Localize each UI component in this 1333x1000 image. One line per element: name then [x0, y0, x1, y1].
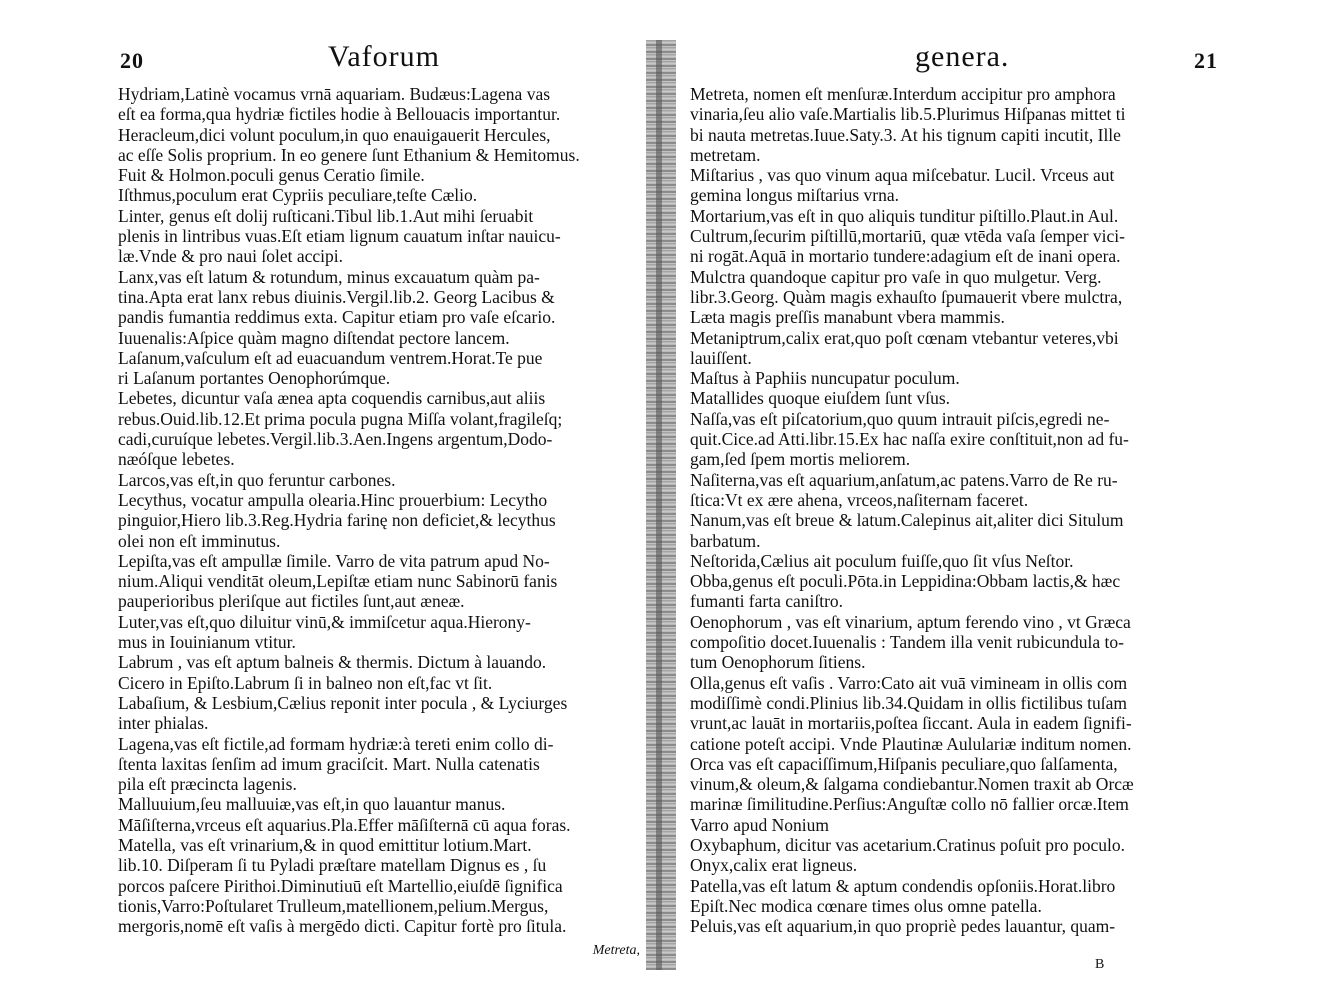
text-line: cadi,curuíque lebetes.Vergil.lib.3.Aen.Ingens argentum,Dodo-: [118, 429, 553, 450]
text-line: Oxybaphum, dicitur vas acetarium.Cratinus poſuit pro poculo.: [690, 834, 1125, 855]
text-line: Heracleum,dici volunt poculum,in quo enauigauerit Hercules,: [118, 124, 551, 145]
text-line: mus in Iouinianum vtitur.: [118, 632, 296, 653]
left-page: [118, 0, 640, 1000]
right-page: [690, 0, 1218, 1000]
text-line: modiſſimè condi.Plinius lib.34.Quidam in ollis fictilibus tuſam: [690, 692, 1128, 713]
text-line: ri Laſanum portantes Oenophorúmque.: [118, 368, 391, 389]
text-line: olei non eſt imminutus.: [118, 530, 281, 551]
right-signature-mark: B: [1095, 957, 1105, 972]
text-line: mergoris,nomē eſt vaſis à mergēdo dicti. Capitur fortè pro ſitula.: [118, 916, 567, 937]
text-line: inter phialas.: [118, 713, 209, 734]
text-line: tionis,Varro:Poſtularet Trulleum,matellionem,pelium.Mergus,: [118, 895, 549, 916]
text-line: vrunt,ac lauāt in mortariis,poſtea ſiccant. Aula in eadem ſignifi-: [690, 713, 1132, 734]
text-line: bi nauta metretas.Iuue.Saty.3. At his tignum capiti incutit, Ille: [690, 124, 1121, 145]
text-line: metretam.: [690, 144, 761, 165]
text-line: compoſitio docet.Iuuenalis : Tandem illa venit rubicundula to-: [690, 632, 1124, 653]
left-catchword: Metreta,: [592, 943, 640, 958]
text-line: rebus.Ouid.lib.12.Et prima pocula pugna Miſſa volant,fragileſq;: [118, 408, 563, 429]
text-line: Naſiterna,vas eſt aquarium,anſatum,ac patens.Varro de Re ru-: [690, 469, 1118, 490]
text-line: Matella, vas eſt vrinarium,& in quod emittitur lotium.Mart.: [118, 834, 532, 855]
text-line: tum Oenophorum ſitiens.: [690, 652, 866, 673]
text-line: quit.Cice.ad Atti.libr.15.Ex hac naſſa exire conſtituit,non ad fu-: [690, 429, 1129, 450]
text-line: Iuuenalis:Aſpice quàm magno diſtendat pectore lancem.: [118, 327, 510, 348]
text-line: Hydriam,Latinè vocamus vrnā aquariam. Budæus:Lagena vas: [118, 84, 551, 104]
text-line: Orca vas eſt capaciſſimum,Hiſpanis peculiare,quo ſalſamenta,: [690, 753, 1118, 774]
text-line: Linter, genus eſt dolij ruſticani.Tibul lib.1.Aut mihi ſeruabit: [118, 205, 534, 226]
text-line: pandis fumantia reddimus exta. Capitur etiam pro vaſe eſcario.: [118, 307, 556, 328]
text-line: Lebetes, dicuntur vaſa ænea apta coquendis carnibus,aut aliis: [118, 388, 546, 409]
text-line: Lecythus, vocatur ampulla olearia.Hinc prouerbium: Lecytho: [118, 489, 548, 510]
text-line: Iſthmus,poculum erat Cypriis peculiare,teſte Cælio.: [118, 185, 478, 206]
text-line: Matallides quoque eiuſdem ſunt vſus.: [690, 388, 951, 409]
text-line: Māſiſterna,vrceus eſt aquarius.Pla.Effer māſiſternā cū aqua foras.: [118, 814, 571, 835]
text-line: Epiſt.Nec modica cœnare times olus omne patella.: [690, 895, 1042, 916]
left-text-block: [118, 84, 640, 936]
text-line: Metaniptrum,calix erat,quo poſt cœnam vtebantur veteres,vbi: [690, 327, 1119, 348]
text-line: Naſſa,vas eſt piſcatorium,quo quum intrauit piſcis,egredi ne-: [690, 408, 1110, 429]
text-line: marinæ ſimilitudine.Perſius:Anguſtæ collo nō fallier orcæ.Item: [690, 794, 1129, 815]
text-line: Cicero in Epiſto.Labrum ſi in balneo non eſt,fac vt ſit.: [118, 672, 493, 693]
text-line: Labrum , vas eſt aptum balneis & thermis. Dictum à lauando.: [118, 652, 547, 673]
text-line: Laſanum,vaſculum eſt ad euacuandum ventrem.Horat.Te pue: [118, 347, 543, 368]
text-line: barbatum.: [690, 530, 761, 551]
text-line: pinguior,Hiero lib.3.Reg.Hydria farinę non deficiet,& lecythus: [118, 510, 556, 531]
text-line: catione poteſt accipi. Vnde Plautinæ Aululariæ inditum nomen.: [690, 733, 1132, 754]
text-line: Fuit & Holmon.poculi genus Ceratio ſimile.: [118, 165, 425, 186]
text-line: Larcos,vas eſt,in quo feruntur carbones.: [118, 469, 396, 490]
text-line: pauperioribus pleriſque aut fictiles ſunt,aut æneæ.: [118, 591, 465, 612]
text-line: eſt ea forma,qua hydriæ fictiles hodie à Bellouacis importantur.: [118, 104, 561, 125]
book-gutter: [646, 40, 676, 970]
text-line: næóſque lebetes.: [118, 449, 235, 470]
right-running-head: [690, 40, 1218, 80]
text-line: lib.10. Diſperam ſi tu Pyladi præſtare matellam Dignus es , ſu: [118, 855, 547, 876]
text-line: Oenophorum , vas eſt vinarium, aptum ferendo vino , vt Græca: [690, 611, 1131, 632]
text-line: nium.Aliqui venditāt oleum,Lepiſtæ etiam nunc Sabinorū fanis: [118, 571, 558, 592]
text-line: Peluis,vas eſt aquarium,in quo propriè pedes lauantur, quam-: [690, 916, 1116, 937]
text-line: Olla,genus eſt vaſis . Varro:Cato ait vuā vimineam in ollis com: [690, 672, 1128, 693]
text-line: libr.3.Georg. Quàm magis exhauſto ſpumauerit vbere mulctra,: [690, 286, 1123, 307]
right-text-block: [690, 84, 1218, 936]
text-line: læ.Vnde & pro naui ſolet accipi.: [118, 246, 344, 267]
text-line: Metreta, nomen eſt menſuræ.Interdum accipitur pro amphora: [690, 84, 1116, 104]
text-line: lauiſſent.: [690, 347, 752, 368]
text-line: Mortarium,vas eſt in quo aliquis tunditur piſtillo.Plaut.in Aul.: [690, 205, 1119, 226]
text-line: Maſtus à Paphiis nuncupatur poculum.: [690, 368, 960, 389]
text-line: Malluuium,ſeu malluuiæ,vas eſt,in quo lauantur manus.: [118, 794, 506, 815]
text-line: porcos paſcere Pirithoi.Diminutiuū eſt Martellio,eiuſdē ſignifica: [118, 875, 563, 896]
left-running-head: [118, 40, 640, 80]
text-line: ſtica:Vt ex ære ahena, vrceos,naſiternam faceret.: [690, 489, 1029, 510]
text-line: Onyx,calix erat ligneus.: [690, 855, 858, 876]
text-line: Patella,vas eſt latum & aptum condendis opſoniis.Horat.libro: [690, 875, 1116, 896]
text-line: Cultrum,ſecurim piſtillū,mortariū, quæ vtēda vaſa ſemper vici-: [690, 226, 1125, 247]
text-line: ac eſſe Solis proprium. In eo genere ſunt Ethanium & Hemitomus.: [118, 144, 580, 165]
text-line: Læta magis preſſis manabunt vbera mammis.: [690, 307, 1005, 328]
right-running-title: genera.: [915, 40, 1010, 73]
text-line: vinaria,ſeu alio vaſe.Martialis lib.5.Plurimus Hiſpanas mittet ti: [690, 104, 1126, 125]
text-line: fumanti farta caniſtro.: [690, 591, 844, 612]
text-line: Lepiſta,vas eſt ampullæ ſimile. Varro de vita patrum apud No-: [118, 550, 550, 571]
text-line: plenis in lintribus vuas.Eſt etiam lignum cauatum inſtar nauicu-: [118, 226, 561, 247]
text-line: Varro apud Nonium: [690, 814, 830, 835]
text-line: Neſtorida,Cælius ait poculum fuiſſe,quo ſit vſus Neſtor.: [690, 550, 1074, 571]
text-line: gam,ſed ſpem mortis meliorem.: [690, 449, 911, 470]
text-line: vinum,& oleum,& ſalgama condiebantur.Nomen traxit ab Orcæ: [690, 774, 1134, 795]
text-line: gemina longus miſtarius vrna.: [690, 185, 899, 206]
text-line: Obba,genus eſt poculi.Pōta.in Leppidina:Obbam lactis,& hæc: [690, 571, 1121, 592]
text-line: Luter,vas eſt,quo diluitur vinū,& immiſcetur aqua.Hierony-: [118, 611, 531, 632]
left-running-title: Vaforum: [328, 40, 440, 73]
right-page-number: 21: [1194, 48, 1218, 73]
text-line: Lanx,vas eſt latum & rotundum, minus excauatum quàm pa-: [118, 266, 540, 287]
text-line: Labaſium, & Lesbium,Cælius reponit inter pocula , & Lyciurges: [118, 692, 568, 713]
text-line: Miſtarius , vas quo vinum aqua miſcebatur. Lucil. Vrceus aut: [690, 165, 1115, 186]
text-line: tina.Apta erat lanx rebus diuinis.Vergil.lib.2. Georg Lacibus &: [118, 286, 555, 307]
text-line: ni rogāt.Aquā in mortario tundere:adagium eſt de inani opera.: [690, 246, 1121, 267]
text-line: pila eſt præcincta lagenis.: [118, 774, 297, 795]
text-line: Nanum,vas eſt breue & latum.Calepinus ait,aliter dici Situlum: [690, 510, 1124, 531]
left-page-number: 20: [120, 48, 144, 73]
text-line: Lagena,vas eſt fictile,ad formam hydriæ:à tereti enim collo di-: [118, 733, 554, 754]
text-line: Mulctra quandoque capitur pro vaſe in quo mulgetur. Verg.: [690, 266, 1102, 287]
text-line: ſtenta laxitas ſenſim ad imum graciſcit. Mart. Nulla catenatis: [118, 753, 540, 774]
